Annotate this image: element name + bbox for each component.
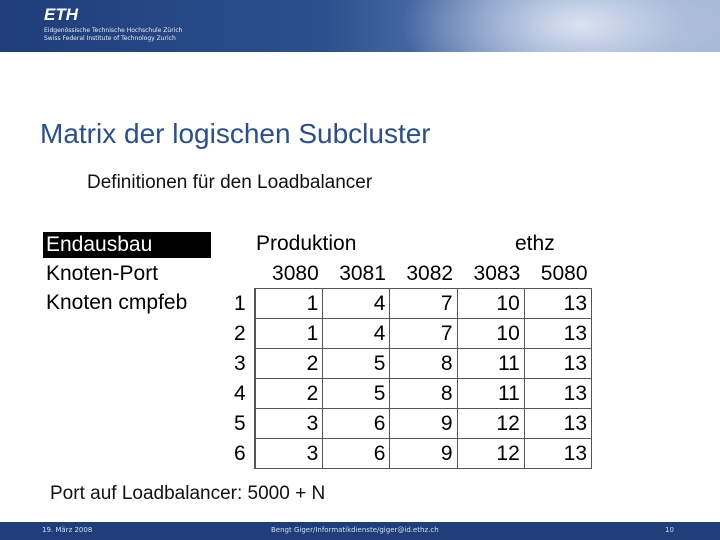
group-produktion: Produktion <box>256 232 357 255</box>
table-cell: 2 <box>255 349 323 379</box>
table-cell: 2 <box>255 379 323 409</box>
node-number: 1 <box>232 289 255 319</box>
port-header: 5080 <box>524 259 591 289</box>
label-endausbau: Endausbau <box>43 232 211 258</box>
table-cell: 10 <box>457 289 524 319</box>
subcluster-matrix <box>232 259 592 469</box>
header-banner <box>0 0 720 52</box>
table-cell: 8 <box>390 349 457 379</box>
group-ethz: ethz <box>515 232 555 255</box>
table-cell: 13 <box>524 319 591 349</box>
logo-line-2: Swiss Federal Institute of Technology Zurich <box>44 35 176 42</box>
label-knoten-port: Knoten-Port <box>46 262 159 285</box>
node-number: 4 <box>232 379 255 409</box>
table-cell: 6 <box>323 409 390 439</box>
port-header: 3083 <box>457 259 524 289</box>
slide-title: Matrix der logischen Subcluster <box>40 118 431 149</box>
page-number: 10 <box>665 526 674 534</box>
table-cell: 13 <box>524 379 591 409</box>
table-row <box>232 409 592 439</box>
port-header: 3081 <box>323 259 390 289</box>
node-number: 6 <box>232 439 255 469</box>
table-cell: 1 <box>255 289 323 319</box>
table-cell: 3 <box>255 409 323 439</box>
loadbalancer-port-note: Port auf Loadbalancer: 5000 + N <box>50 483 326 504</box>
table-row <box>232 439 592 469</box>
table-cell: 13 <box>524 439 591 469</box>
footer-date: 19. März 2008 <box>42 526 93 534</box>
node-number: 2 <box>232 319 255 349</box>
port-header: 3080 <box>255 259 323 289</box>
table-cell: 9 <box>390 409 457 439</box>
footer-bar <box>0 522 720 540</box>
table-cell: 7 <box>390 289 457 319</box>
port-header: 3082 <box>390 259 457 289</box>
table-cell: 5 <box>323 379 390 409</box>
table-row <box>232 349 592 379</box>
logo-line-1: Eidgenössische Technische Hochschule Zürich <box>44 27 183 34</box>
table-cell: 11 <box>457 379 524 409</box>
slide-subtitle: Definitionen für den Loadbalancer <box>87 172 373 193</box>
table-cell: 3 <box>255 439 323 469</box>
node-number: 3 <box>232 349 255 379</box>
table-cell: 12 <box>457 439 524 469</box>
eth-logo <box>44 6 86 22</box>
table-cell: 13 <box>524 409 591 439</box>
table-cell: 10 <box>457 319 524 349</box>
table-row <box>232 289 592 319</box>
table-cell: 13 <box>524 349 591 379</box>
table-cell: 1 <box>255 319 323 349</box>
table-cell: 5 <box>323 349 390 379</box>
eth-logo-text: ETH <box>44 6 78 22</box>
footer-author: Bengt Giger/Informatikdienste/giger@id.ethz.ch <box>271 526 439 534</box>
table-cell: 4 <box>323 289 390 319</box>
table-cell: 8 <box>390 379 457 409</box>
table-row <box>232 379 592 409</box>
node-number: 5 <box>232 409 255 439</box>
table-cell: 6 <box>323 439 390 469</box>
port-header-row <box>232 259 592 289</box>
table-cell: 4 <box>323 319 390 349</box>
table-cell: 9 <box>390 439 457 469</box>
table-cell: 12 <box>457 409 524 439</box>
label-knoten-cmpfeb: Knoten cmpfeb <box>46 291 188 314</box>
banner-decoration <box>400 0 720 52</box>
table-cell: 13 <box>524 289 591 319</box>
table-row <box>232 319 592 349</box>
table-cell: 11 <box>457 349 524 379</box>
table-cell: 7 <box>390 319 457 349</box>
